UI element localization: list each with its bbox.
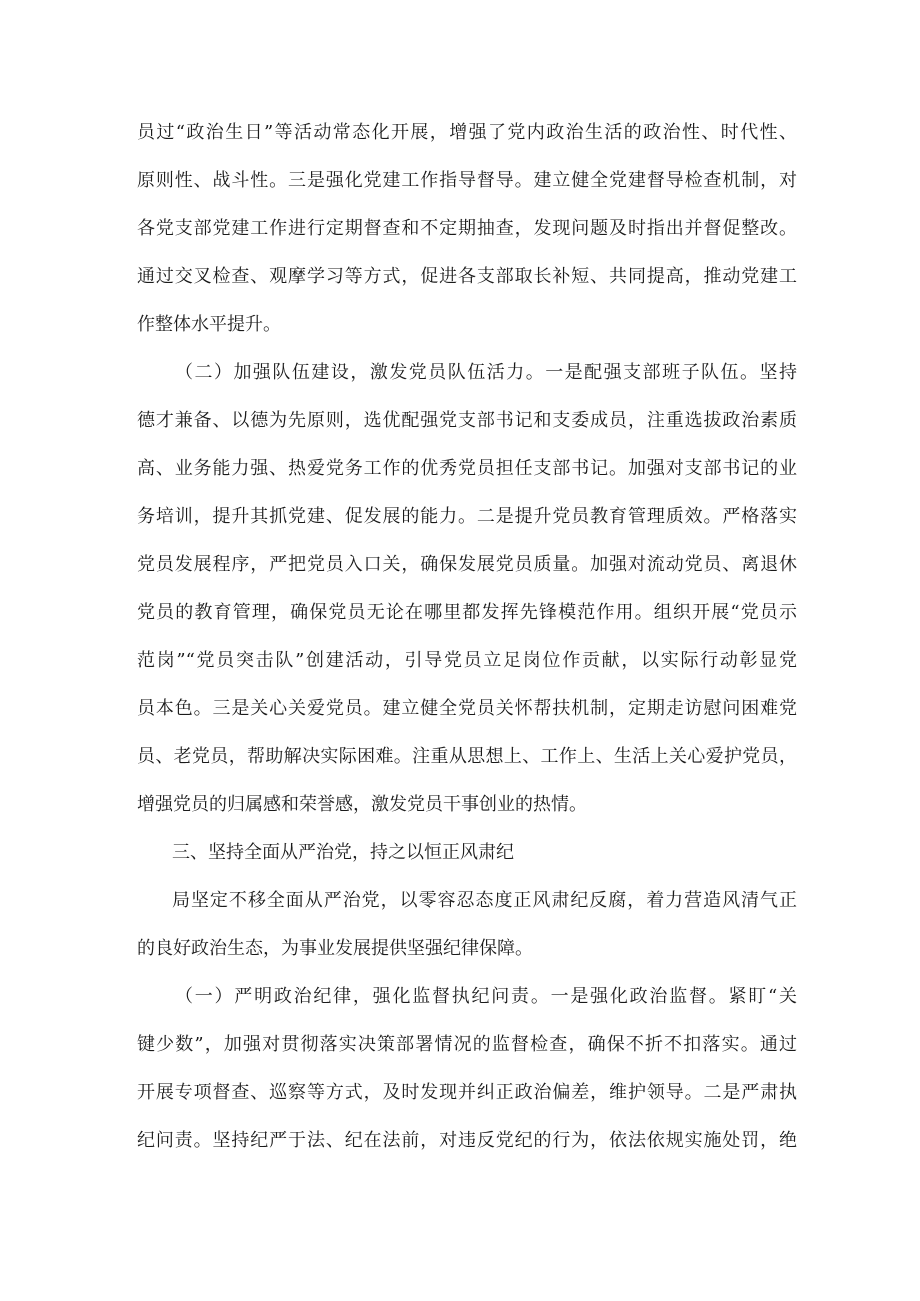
paragraph-line: 纪问责。坚持纪严于法、纪在法前，对违反党纪的行为，依法依规实施处罚，绝: [137, 1130, 797, 1151]
paragraph-line: 党员的教育管理，确保党员无论在哪里都发挥先锋模范作用。组织开展“党员示: [137, 602, 797, 623]
paragraph-line: （一）严明政治纪律，强化监督执纪问责。一是强化政治监督。紧盯“关: [175, 986, 797, 1007]
paragraph-line: 高、业务能力强、热爱党务工作的优秀党员担任支部书记。加强对支部书记的业: [137, 458, 797, 479]
section-heading: 三、坚持全面从严治党，持之以恒正风肃纪: [172, 842, 514, 863]
paragraph-line: 员本色。三是关心关爱党员。建立健全党员关怀帮扶机制，定期走访慰问困难党: [137, 698, 797, 719]
paragraph-line: 务培训，提升其抓党建、促发展的能力。二是提升党员教育管理质效。严格落实: [137, 506, 797, 527]
paragraph-line: 员过“政治生日”等活动常态化开展，增强了党内政治生活的政治性、时代性、: [137, 122, 797, 143]
paragraph-line: 的良好政治生态，为事业发展提供坚强纪律保障。: [137, 938, 533, 959]
paragraph-line: 原则性、战斗性。三是强化党建工作指导督导。建立健全党建督导检查机制，对: [137, 170, 797, 191]
paragraph-line: 各党支部党建工作进行定期督查和不定期抽查，发现问题及时指出并督促整改。: [137, 218, 797, 239]
paragraph-line: 作整体水平提升。: [137, 314, 281, 335]
paragraph-line: 党员发展程序，严把党员入口关，确保发展党员质量。加强对流动党员、离退休: [137, 554, 797, 575]
paragraph-line: 开展专项督查、巡察等方式，及时发现并纠正政治偏差，维护领导。二是严肃执: [137, 1082, 797, 1103]
paragraph-line: 增强党员的归属感和荣誉感，激发党员干事创业的热情。: [137, 794, 587, 815]
paragraph-line: 德才兼备、以德为先原则，选优配强党支部书记和支委成员，注重选拔政治素质: [137, 410, 797, 431]
paragraph-line: 员、老党员，帮助解决实际困难。注重从思想上、工作上、生活上关心爱护党员，: [137, 746, 797, 767]
paragraph-line: 键少数”，加强对贯彻落实决策部署情况的监督检查，确保不折不扣落实。通过: [137, 1034, 797, 1055]
paragraph-line: 范岗”“党员突击队”创建活动，引导党员立足岗位作贡献，以实际行动彰显党: [137, 650, 797, 671]
paragraph-line: （二）加强队伍建设，激发党员队伍活力。一是配强支部班子队伍。坚持: [175, 362, 797, 383]
paragraph-line: 通过交叉检查、观摩学习等方式，促进各支部取长补短、共同提高，推动党建工: [137, 266, 797, 287]
paragraph-line: 局坚定不移全面从严治党，以零容忍态度正风肃纪反腐，着力营造风清气正: [172, 890, 797, 911]
